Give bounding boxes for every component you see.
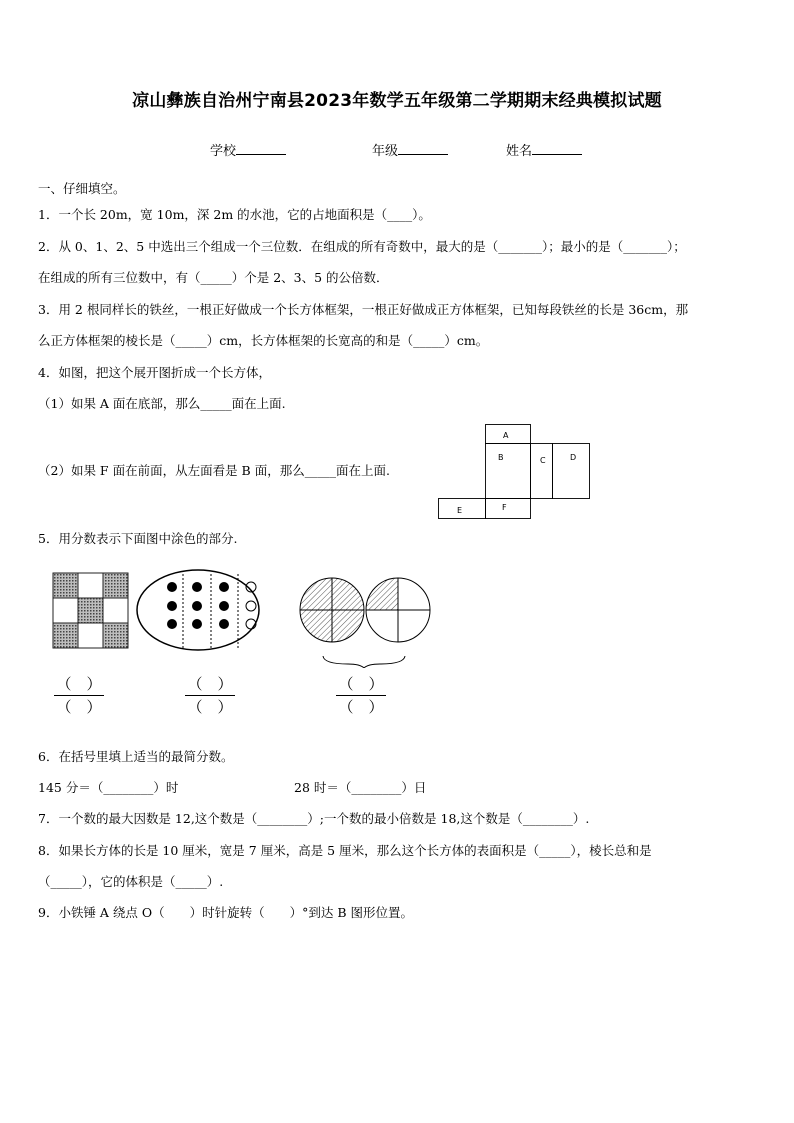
net-face-c xyxy=(531,444,553,499)
checker-square xyxy=(53,573,128,648)
net-label-d: D xyxy=(570,453,577,462)
fraction-answer-1 xyxy=(54,674,104,717)
net-face-f xyxy=(486,499,531,519)
fraction-1-denominator: （ ） xyxy=(56,698,102,716)
dot-oval xyxy=(137,570,259,650)
name-field xyxy=(506,140,582,159)
question-8-line-2: （_____），它的体积是（_____）. xyxy=(38,874,224,889)
fraction-3-numerator: （ ） xyxy=(338,675,384,693)
net-label-b: B xyxy=(498,453,504,462)
quarter-circles xyxy=(300,578,430,668)
grade-blank xyxy=(398,141,448,155)
school-field xyxy=(210,140,286,159)
fraction-1-numerator: （ ） xyxy=(56,675,102,693)
net-face-b xyxy=(486,444,531,499)
question-9: 9．小铁锤 A 绕点 O（ ）时针旋转（ ）°到达 B 图形位置。 xyxy=(38,905,414,920)
name-blank xyxy=(532,141,582,155)
school-label: 学校 xyxy=(210,144,237,159)
question-5-figures xyxy=(48,568,438,668)
section-heading: 一、仔细填空。 xyxy=(38,181,126,196)
net-face-d xyxy=(553,444,590,499)
question-5: 5．用分数表示下面图中涂色的部分. xyxy=(38,531,238,546)
fraction-3-denominator: （ ） xyxy=(338,698,384,716)
grade-field xyxy=(372,140,448,159)
question-4-part-1: （1）如果 A 面在底部，那么_____面在上面. xyxy=(38,396,286,411)
question-2-line-2: 在组成的所有三位数中，有（_____）个是 2、3、5 的公倍数． xyxy=(38,270,389,285)
school-blank xyxy=(236,141,286,155)
question-4-part-2: （2）如果 F 面在前面，从左面看是 B 面，那么_____面在上面. xyxy=(38,463,390,478)
net-label-f: F xyxy=(502,503,507,512)
fraction-2-numerator: （ ） xyxy=(187,675,233,693)
question-4: 4．如图，把这个展开图折成一个长方体， xyxy=(38,365,271,380)
net-label-a: A xyxy=(503,431,509,440)
fraction-answer-3 xyxy=(336,674,386,717)
question-6-a: 145 分＝（________）时 xyxy=(38,780,179,795)
question-8-line-1: 8．如果长方体的长是 10 厘米，宽是 7 厘米，高是 5 厘米，那么这个长方体的表面积是（_____），棱长总和是 xyxy=(38,843,652,858)
question-6-b: 28 时＝（________）日 xyxy=(294,780,427,795)
question-2-line-1: 2．从 0、1、2、5 中选出三个组成一个三位数．在组成的所有奇数中，最大的是（_______）；最小的是（_______）； xyxy=(38,239,686,254)
question-1: 1．一个长 20m，宽 10m，深 2m 的水池，它的占地面积是（____）。 xyxy=(38,207,431,222)
question-3-line-1: 3．用 2 根同样长的铁丝，一根正好做成一个长方体框架，一根正好做成正方体框架，已知每段铁丝的长是 36cm，那 xyxy=(38,302,689,317)
question-7: 7．一个数的最大因数是 12,这个数是（________）;一个数的最小倍数是 18,这个数是（________）. xyxy=(38,811,590,826)
name-label: 姓名 xyxy=(506,144,533,159)
page-title: 凉山彝族自治州宁南县2023年数学五年级第二学期期末经典模拟试题 xyxy=(132,91,662,111)
grade-label: 年级 xyxy=(372,144,399,159)
net-label-c: C xyxy=(540,456,546,465)
fraction-answer-2 xyxy=(185,674,235,717)
fraction-2-denominator: （ ） xyxy=(187,698,233,716)
question-6: 6．在括号里填上适当的最简分数。 xyxy=(38,749,234,764)
net-label-e: E xyxy=(457,506,463,515)
question-3-line-2: 么正方体框架的棱长是（_____）cm，长方体框架的长宽高的和是（_____）cm。 xyxy=(38,333,489,348)
